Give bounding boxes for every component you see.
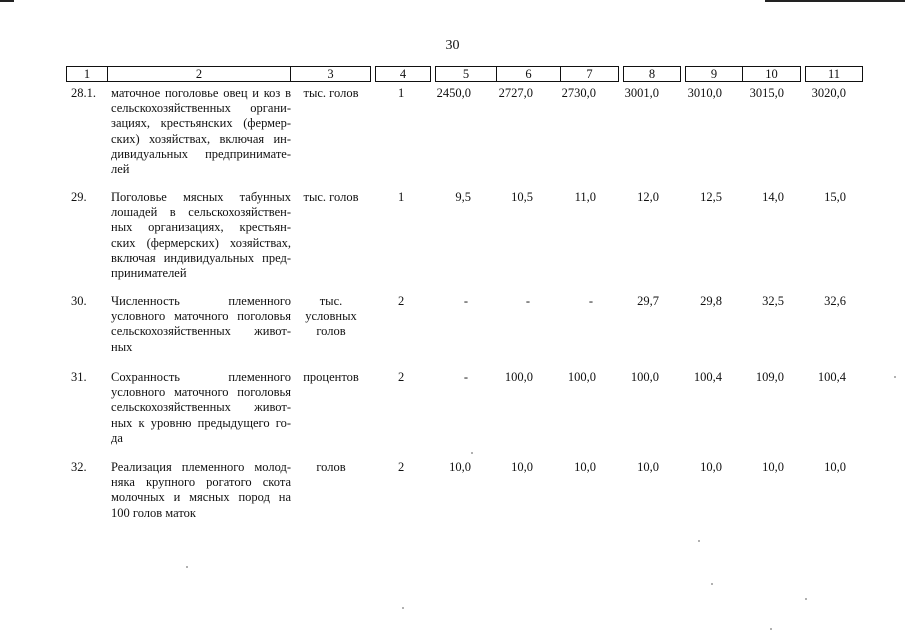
unit-line: условных — [305, 309, 357, 324]
scan-speck — [805, 598, 807, 600]
value-cell-5: - — [463, 370, 469, 384]
description-line: маточное поголовье овец и коз в — [111, 86, 291, 100]
description-line: условного маточного поголовья — [111, 309, 291, 324]
header-cell-9: 9 — [685, 66, 743, 82]
value-cell-11: 100,4 — [817, 370, 846, 384]
description-line: молочных и мясных пород на — [111, 490, 291, 505]
value-cell-9: 100,4 — [693, 370, 722, 384]
value-cell-10: 32,5 — [762, 294, 784, 308]
description-line: Реализация племенного молод- — [111, 460, 291, 474]
scan-speck — [770, 628, 772, 630]
unit-line: тыс. голов — [303, 86, 359, 100]
indicator-description — [111, 294, 291, 355]
value-cell-8: 100,0 — [630, 370, 659, 384]
description-line: сельскохозяйственных живот- — [111, 400, 291, 415]
description-line: включая индивидуальных пред- — [111, 250, 291, 265]
indicator-description — [111, 86, 291, 177]
value-cell-9: 10,0 — [700, 460, 722, 474]
description-line: ных к уровню предыдущего го- — [111, 415, 291, 430]
header-cell-5: 5 — [435, 66, 497, 82]
scan-edge-right — [765, 0, 905, 2]
unit-line: тыс. голов — [303, 190, 359, 204]
value-cell-7: 100,0 — [567, 370, 596, 384]
value-cell-7: - — [588, 294, 594, 308]
scan-speck — [402, 607, 404, 609]
value-cell-8: 3001,0 — [624, 86, 659, 100]
scan-speck — [186, 566, 188, 568]
header-cell-6: 6 — [497, 66, 561, 82]
description-line: 100 голов маток — [111, 505, 196, 520]
value-cell-6: 10,0 — [511, 460, 533, 474]
description-line: ных организациях, крестьян- — [111, 220, 291, 235]
description-line: условного маточного поголовья — [111, 385, 291, 400]
unit-line: тыс. — [319, 294, 343, 308]
unit-line: голов — [316, 460, 346, 474]
value-cell-9: 29,8 — [700, 294, 722, 308]
scan-speck — [894, 376, 896, 378]
description-line: дивидуальных предпринимате- — [111, 146, 291, 161]
row-number: 29. — [71, 190, 87, 204]
header-cell-1: 1 — [66, 66, 108, 82]
value-cell-5: - — [463, 294, 469, 308]
scan-speck — [711, 583, 713, 585]
value-cell-11: 3020,0 — [811, 86, 846, 100]
scan-speck — [698, 540, 700, 542]
column-4-value: 1 — [398, 86, 405, 100]
row-number: 28.1. — [71, 86, 96, 100]
header-cell-4: 4 — [375, 66, 431, 82]
row-number: 31. — [71, 370, 87, 384]
scan-edge-left — [0, 0, 14, 2]
value-cell-8: 10,0 — [637, 460, 659, 474]
header-cell-11: 11 — [805, 66, 863, 82]
value-cell-11: 15,0 — [824, 190, 846, 204]
unit-of-measure — [291, 190, 371, 205]
value-cell-10: 10,0 — [762, 460, 784, 474]
description-line: зациях, крестьянских (фермер- — [111, 116, 291, 131]
value-cell-10: 109,0 — [755, 370, 784, 384]
description-line: да — [111, 430, 123, 445]
row-number: 32. — [71, 460, 87, 474]
header-cell-3: 3 — [291, 66, 371, 82]
value-cell-7: 2730,0 — [561, 86, 596, 100]
header-cell-8: 8 — [623, 66, 681, 82]
row-number: 30. — [71, 294, 87, 308]
column-4-value: 2 — [398, 370, 405, 384]
description-line: няка крупного рогатого скота — [111, 475, 291, 490]
description-line: ских (фермерских) хозяйствах, — [111, 235, 291, 250]
value-cell-9: 3010,0 — [687, 86, 722, 100]
unit-line: процентов — [303, 370, 359, 384]
description-line: принимателей — [111, 266, 187, 281]
page-number: 30 — [445, 38, 460, 53]
description-line: ных — [111, 339, 133, 354]
value-cell-6: 10,5 — [511, 190, 533, 204]
value-cell-5: 2450,0 — [436, 86, 471, 100]
value-cell-10: 14,0 — [762, 190, 784, 204]
value-cell-8: 29,7 — [637, 294, 659, 308]
indicator-description — [111, 460, 291, 521]
value-cell-10: 3015,0 — [749, 86, 784, 100]
header-cell-10: 10 — [743, 66, 801, 82]
value-cell-5: 9,5 — [455, 190, 471, 204]
description-line: лей — [111, 162, 130, 177]
description-line: Сохранность племенного — [111, 370, 291, 384]
value-cell-8: 12,0 — [637, 190, 659, 204]
description-line: сельскохозяйственных живот- — [111, 324, 291, 339]
description-line: сельскохозяйственных органи- — [111, 101, 291, 116]
column-4-value: 2 — [398, 460, 405, 474]
header-cell-7: 7 — [561, 66, 619, 82]
value-cell-9: 12,5 — [700, 190, 722, 204]
value-cell-11: 10,0 — [824, 460, 846, 474]
description-line: лошадей в сельскохозяйствен- — [111, 205, 291, 220]
value-cell-11: 32,6 — [824, 294, 846, 308]
value-cell-7: 11,0 — [574, 190, 596, 204]
unit-line: голов — [316, 324, 346, 339]
header-cell-2: 2 — [108, 66, 291, 82]
value-cell-7: 10,0 — [574, 460, 596, 474]
unit-of-measure — [291, 460, 371, 475]
indicator-description — [111, 370, 291, 446]
indicator-description — [111, 190, 291, 281]
unit-of-measure — [291, 86, 371, 101]
unit-of-measure — [291, 294, 371, 340]
scan-speck — [471, 452, 473, 454]
value-cell-5: 10,0 — [449, 460, 471, 474]
description-line: ских) хозяйствах, включая ин- — [111, 131, 291, 146]
value-cell-6: - — [525, 294, 531, 308]
column-4-value: 2 — [398, 294, 405, 308]
value-cell-6: 100,0 — [504, 370, 533, 384]
value-cell-6: 2727,0 — [498, 86, 533, 100]
unit-of-measure — [291, 370, 371, 385]
description-line: Численность племенного — [111, 294, 291, 308]
column-4-value: 1 — [398, 190, 405, 204]
description-line: Поголовье мясных табунных — [111, 190, 291, 204]
